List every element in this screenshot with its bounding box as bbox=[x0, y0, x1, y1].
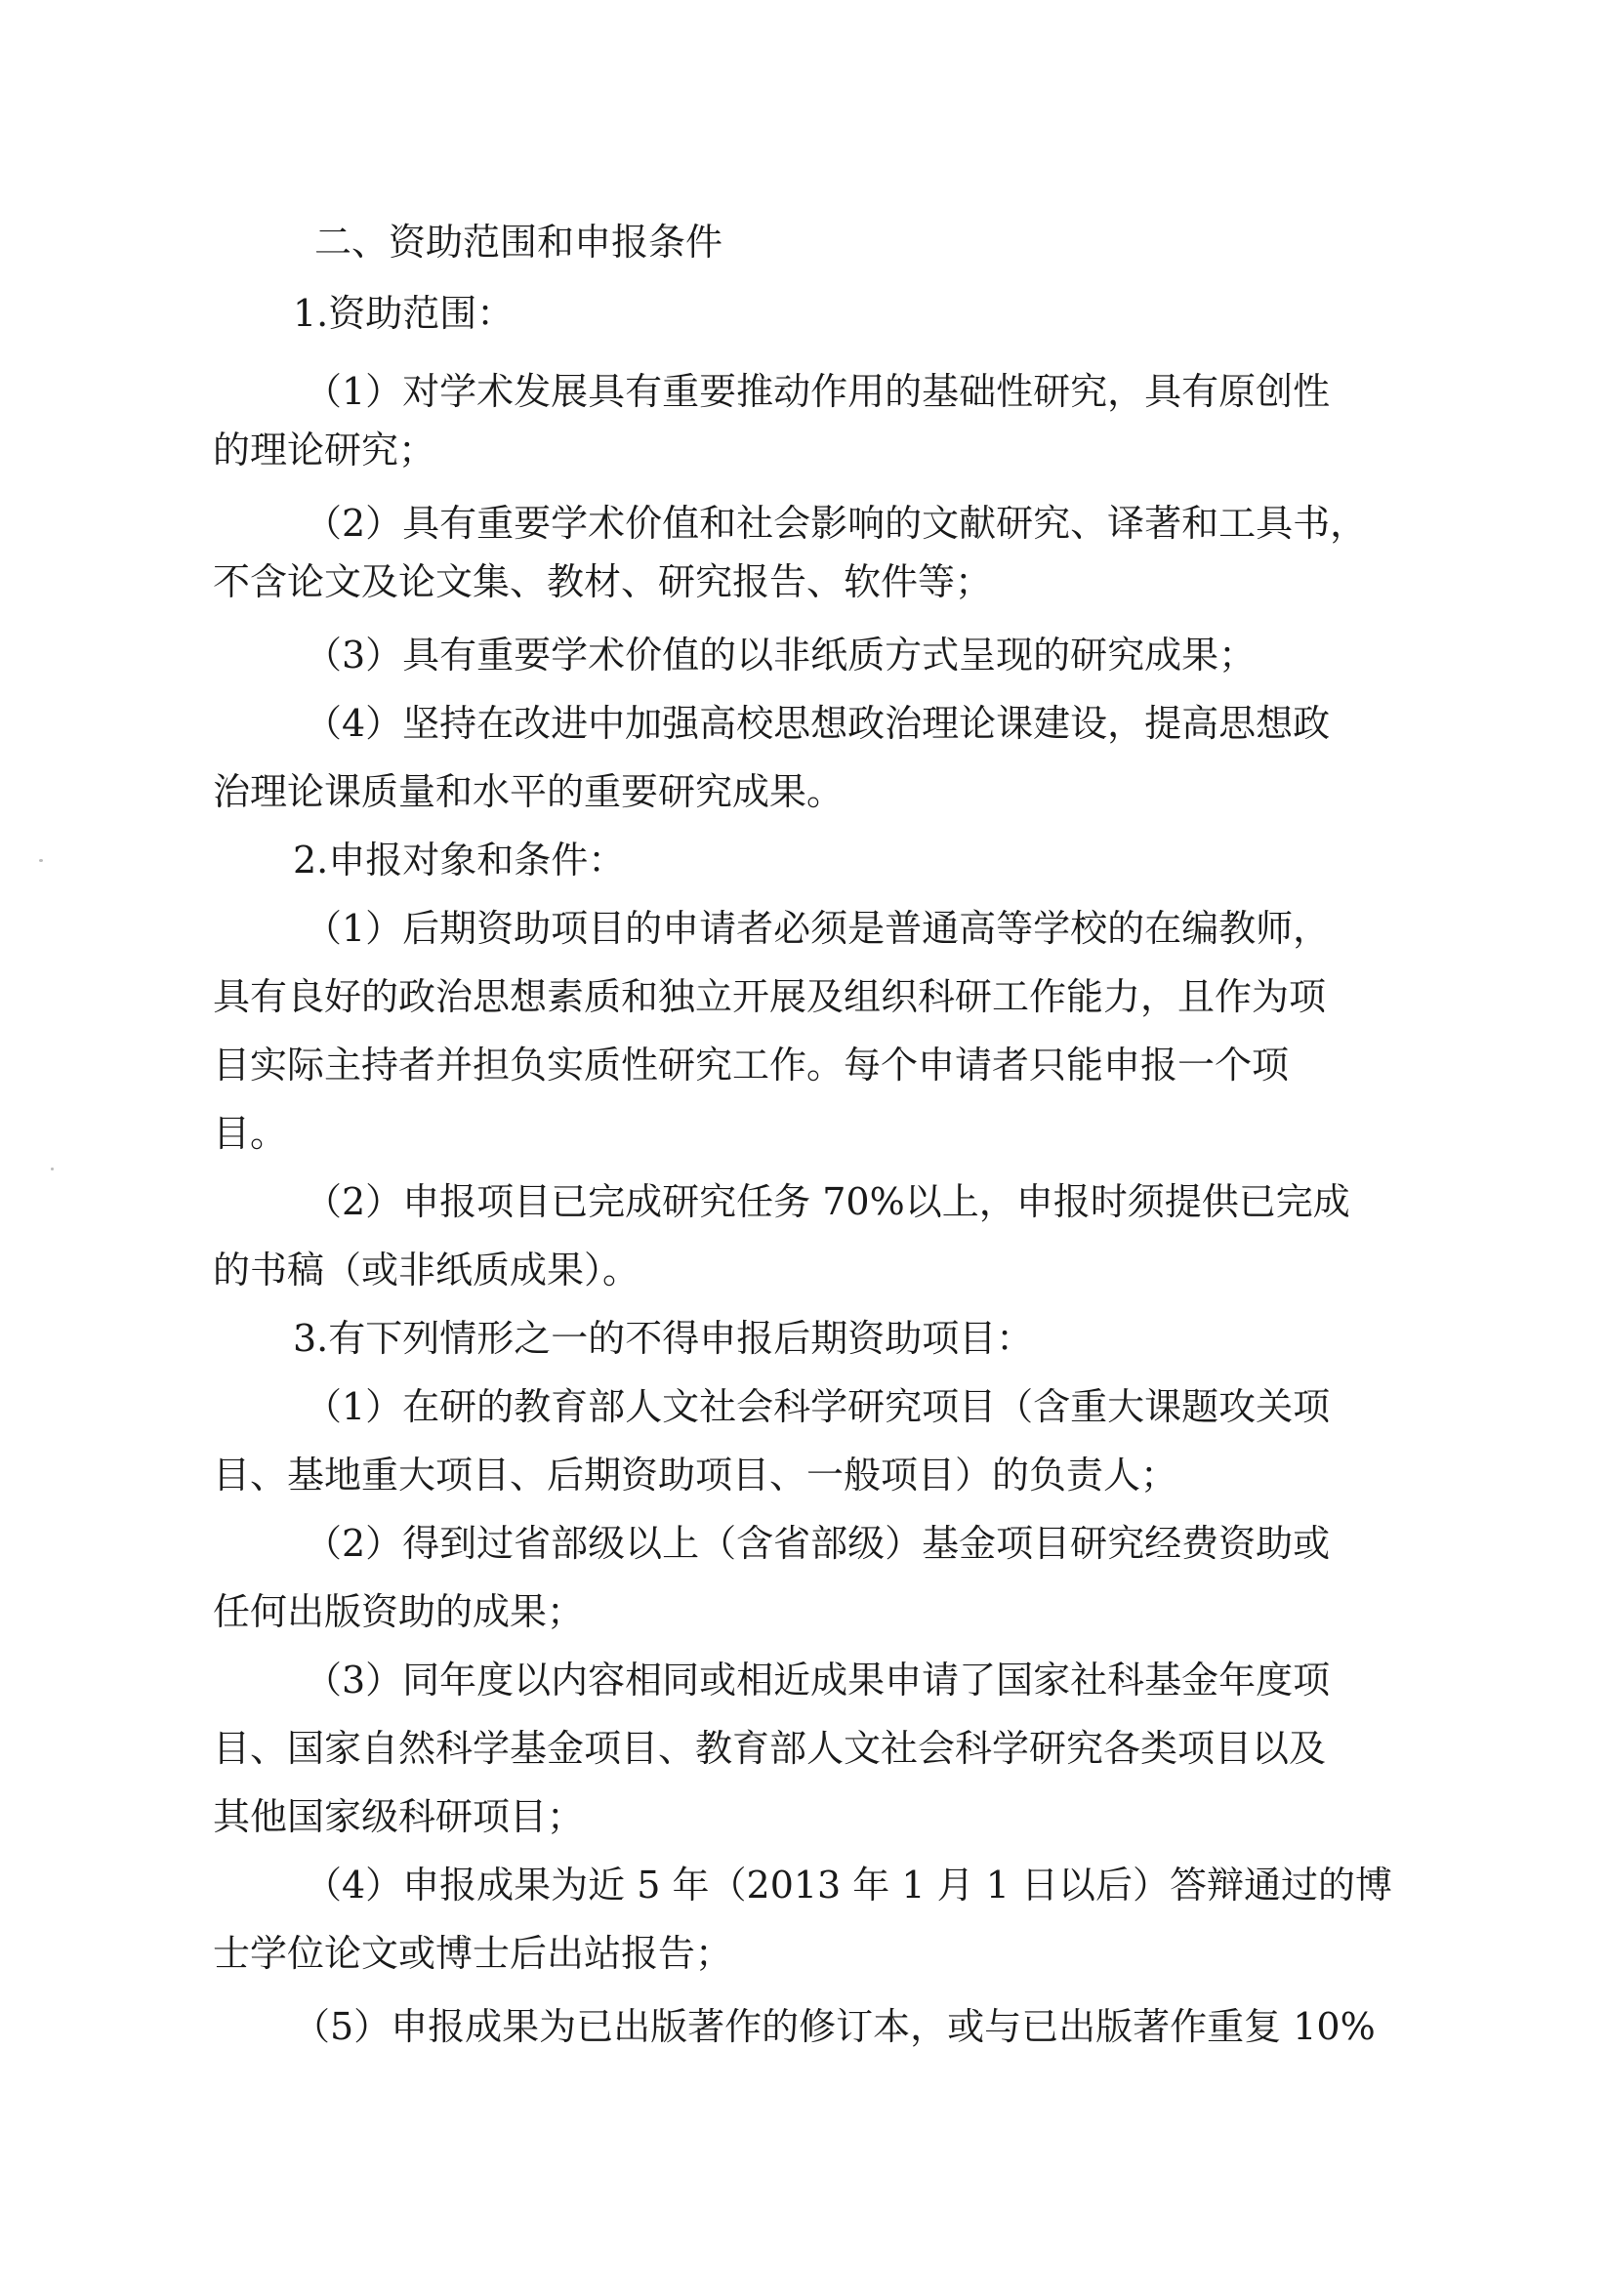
paragraph-line: 任何出版资助的成果； bbox=[213, 1590, 585, 1633]
paragraph-line: 目。 bbox=[213, 1112, 288, 1155]
paragraph-line: （1）后期资助项目的申请者必须是普通高等学校的在编教师， bbox=[305, 907, 1331, 950]
subsection-title-applicants: 2.申报对象和条件： bbox=[293, 839, 626, 882]
paragraph-line: （1）在研的教育部人文社会科学研究项目（含重大课题攻关项 bbox=[305, 1385, 1331, 1428]
scan-speck bbox=[51, 1168, 54, 1170]
paragraph-line: 的理论研究； bbox=[213, 429, 436, 472]
paragraph-line: 其他国家级科研项目； bbox=[213, 1795, 585, 1838]
paragraph-line: （3）具有重要学术价值的以非纸质方式呈现的研究成果； bbox=[305, 634, 1257, 676]
paragraph-line: （3）同年度以内容相同或相近成果申请了国家社科基金年度项 bbox=[305, 1659, 1331, 1702]
paragraph-line: （2）得到过省部级以上（含省部级）基金项目研究经费资助或 bbox=[305, 1522, 1331, 1565]
paragraph-line: （4）申报成果为近 5 年（2013 年 1 月 1 日以后）答辩通过的博 bbox=[305, 1864, 1392, 1906]
paragraph-line: 具有良好的政治思想素质和独立开展及组织科研工作能力，且作为项 bbox=[213, 975, 1327, 1018]
paragraph-line: 治理论课质量和水平的重要研究成果。 bbox=[213, 770, 845, 813]
paragraph-line: 的书稿（或非纸质成果）。 bbox=[213, 1249, 640, 1292]
section-heading: 二、资助范围和申报条件 bbox=[314, 221, 723, 264]
paragraph-line: 目、国家自然科学基金项目、教育部人文社会科学研究各类项目以及 bbox=[213, 1727, 1327, 1770]
scan-speck bbox=[39, 859, 43, 862]
paragraph-line: 目实际主持者并担负实质性研究工作。每个申请者只能申报一个项 bbox=[213, 1044, 1290, 1086]
subsection-title-funding-scope: 1.资助范围： bbox=[293, 292, 515, 335]
paragraph-line: （2）具有重要学术价值和社会影响的文献研究、译著和工具书， bbox=[305, 502, 1368, 545]
paragraph-line: 士学位论文或博士后出站报告； bbox=[213, 1932, 733, 1975]
paragraph-line: 不含论文及论文集、教材、研究报告、软件等； bbox=[213, 560, 993, 603]
paragraph-line: （5）申报成果为已出版著作的修订本，或与已出版著作重复 10% bbox=[293, 2005, 1376, 2048]
paragraph-line: （1）对学术发展具有重要推动作用的基础性研究，具有原创性 bbox=[305, 370, 1331, 413]
paragraph-line: （2）申报项目已完成研究任务 70%以上，申报时须提供已完成 bbox=[305, 1180, 1350, 1223]
paragraph-line: （4）坚持在改进中加强高校思想政治理论课建设，提高思想政 bbox=[305, 702, 1331, 745]
paragraph-line: 目、基地重大项目、后期资助项目、一般项目）的负责人； bbox=[213, 1454, 1178, 1496]
subsection-title-exclusions: 3.有下列情形之一的不得申报后期资助项目： bbox=[293, 1317, 1034, 1360]
